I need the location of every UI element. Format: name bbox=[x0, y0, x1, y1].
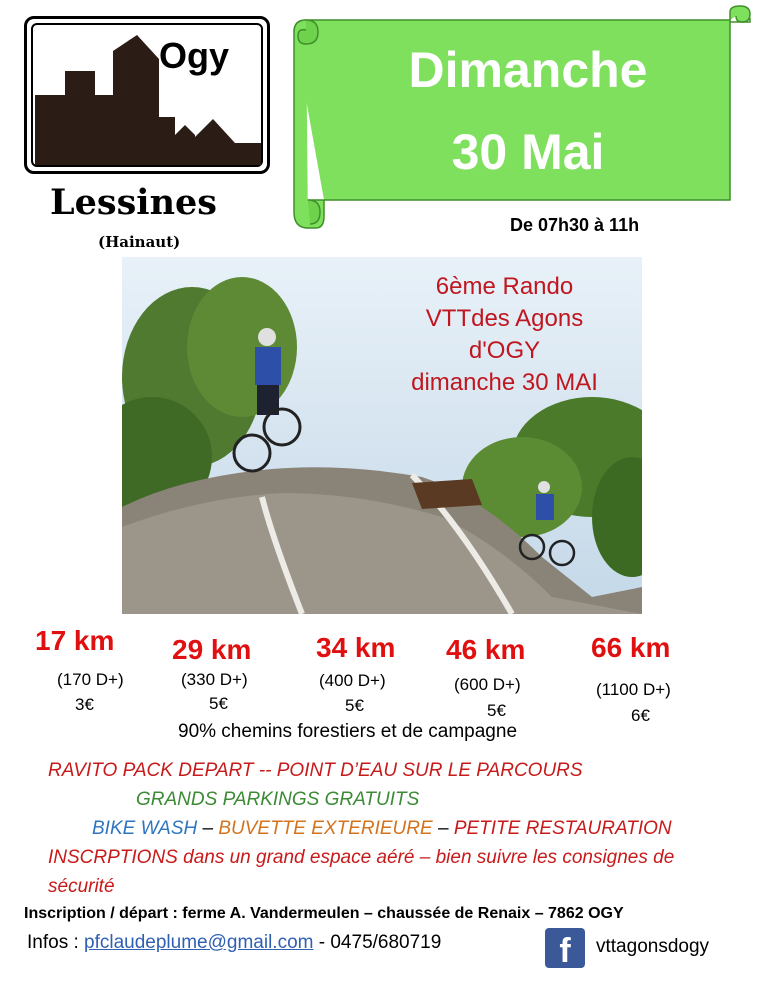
paths-note: 90% chemins forestiers et de campagne bbox=[178, 721, 518, 742]
town-sign-logo bbox=[24, 16, 270, 174]
scroll-banner bbox=[284, 2, 774, 232]
facebook-page-name: vttagonsdogy bbox=[596, 936, 710, 957]
photo-title-line: dimanche 30 MAI bbox=[411, 369, 598, 396]
phone-number: - 0475/680719 bbox=[313, 932, 442, 953]
separator: – bbox=[197, 818, 219, 839]
photo-title-line: d'OGY bbox=[468, 337, 541, 364]
parkings-line: GRANDS PARKINGS GRATUITS bbox=[136, 789, 420, 810]
banner-date: 30 Mai bbox=[451, 124, 605, 180]
city-name: Lessines bbox=[50, 182, 218, 223]
infos-line bbox=[27, 932, 441, 954]
mtb-photo bbox=[122, 257, 642, 614]
distance-elevation: (400 D+) bbox=[319, 671, 386, 690]
distance-price: 3€ bbox=[75, 695, 94, 714]
distance-km: 66 km bbox=[591, 632, 671, 663]
distance-price: 5€ bbox=[487, 701, 506, 720]
infos-label: Infos : bbox=[27, 932, 85, 953]
distance-elevation: (1100 D+) bbox=[596, 680, 671, 699]
restauration-text: PETITE RESTAURATION bbox=[453, 818, 672, 839]
region-name: (Hainaut) bbox=[98, 233, 181, 251]
email-link[interactable]: pfclaudeplume@gmail.com bbox=[84, 932, 314, 953]
distance-km: 29 km bbox=[172, 634, 252, 665]
distance-elevation: (330 D+) bbox=[181, 670, 248, 689]
ravito-line: RAVITO PACK DEPART -- POINT D’EAU SUR LE PARCOURS bbox=[48, 760, 583, 781]
facebook-icon[interactable] bbox=[545, 928, 585, 968]
distance-price: 5€ bbox=[345, 696, 364, 715]
buvette-text: BUVETTE EXTERIEURE bbox=[218, 818, 433, 839]
distance-elevation: (170 D+) bbox=[57, 670, 124, 689]
distance-km: 46 km bbox=[446, 634, 526, 665]
inscriptions-line-2: sécurité bbox=[48, 876, 115, 897]
facebook-f-glyph: f bbox=[559, 932, 571, 970]
photo-title bbox=[372, 271, 637, 399]
photo-title-line: 6ème Rando bbox=[435, 273, 574, 300]
bike-wash-text: BIKE WASH bbox=[92, 818, 198, 839]
services-line bbox=[92, 818, 672, 840]
event-hours: De 07h30 à 11h bbox=[510, 215, 640, 235]
distance-km: 17 km bbox=[35, 625, 115, 656]
address-line: Inscription / départ : ferme A. Vandermeulen – chaussée de Renaix – 7862 OGY bbox=[24, 905, 624, 922]
sign-town-name: Ogy bbox=[159, 35, 230, 76]
separator: – bbox=[432, 818, 454, 839]
inscriptions-line-1: INSCRPTIONS dans un grand espace aéré – bien suivre les consignes de bbox=[48, 847, 675, 868]
distance-price: 5€ bbox=[209, 694, 228, 713]
photo-title-line: VTTdes Agons bbox=[425, 305, 584, 332]
banner-day: Dimanche bbox=[408, 42, 648, 98]
distance-elevation: (600 D+) bbox=[454, 675, 521, 694]
distance-km: 34 km bbox=[316, 632, 396, 663]
distance-price: 6€ bbox=[631, 706, 650, 725]
